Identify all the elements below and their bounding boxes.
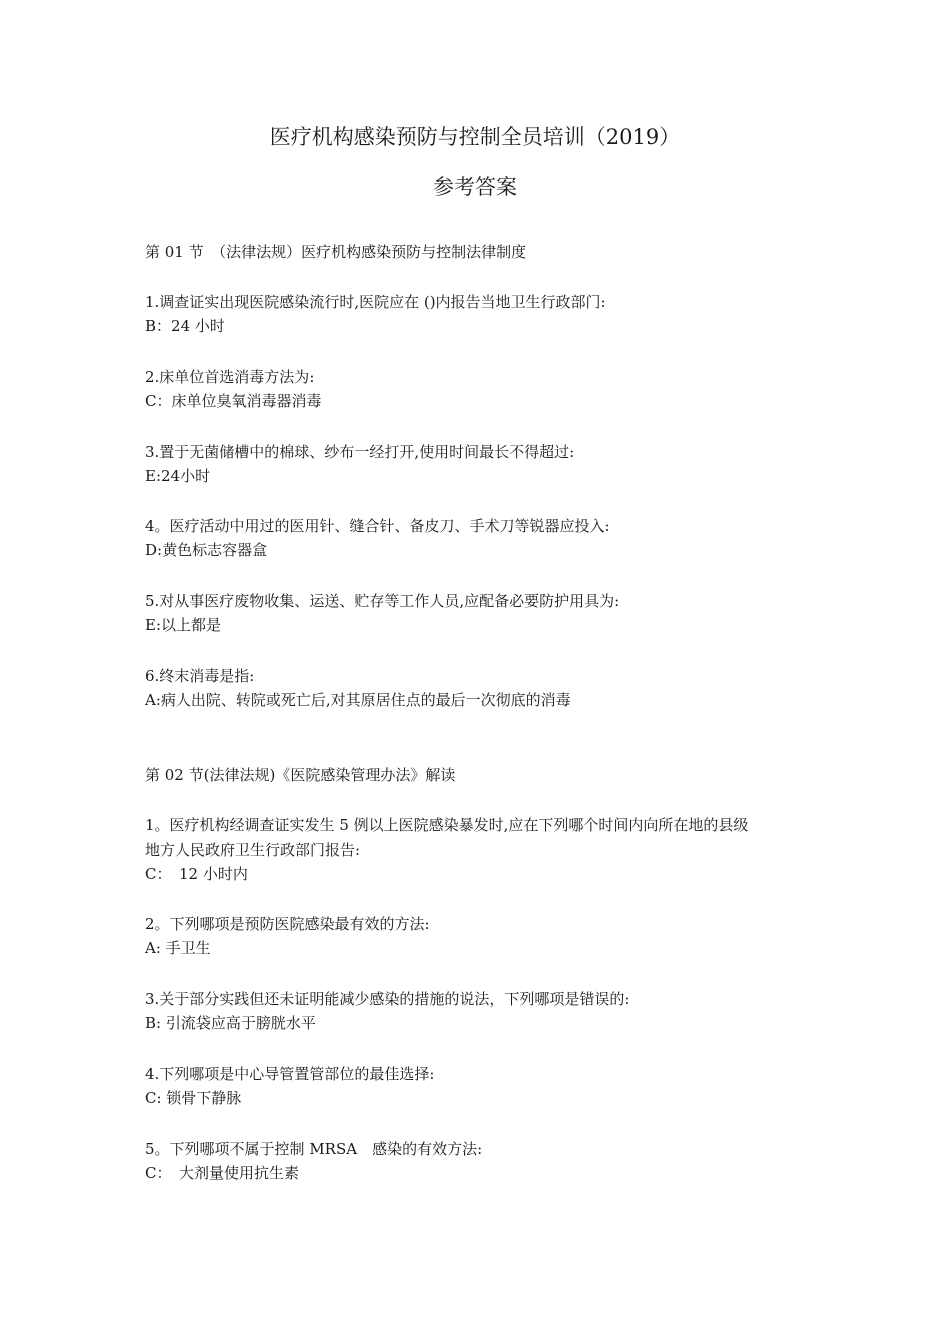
section-heading: 第 01 节 （法律法规）医疗机构感染预防与控制法律制度 — [145, 243, 527, 261]
document-title: 医疗机构感染预防与控制全员培训（2019） — [269, 125, 681, 149]
answer-text: B：24 小时 — [145, 317, 225, 335]
answer-text: C： 12 小时内 — [145, 865, 248, 883]
question-text: 3.关于部分实践但还未证明能减少感染的措施的说法，下列哪项是错误的: — [145, 990, 630, 1008]
question-text: 4.下列哪项是中心导管置管部位的最佳选择: — [145, 1065, 435, 1083]
answer-text: E:24小时 — [145, 467, 211, 485]
question-text: 4。医疗活动中用过的医用针、缝合针、备皮刀、手术刀等锐器应投入: — [145, 517, 610, 535]
question-text-continued: 地方人民政府卫生行政部门报告: — [145, 841, 361, 859]
question-text: 1.调查证实出现医院感染流行时,医院应在 ()内报告当地卫生行政部门: — [145, 293, 606, 311]
question-text: 5.对从事医疗废物收集、运送、贮存等工作人员,应配备必要防护用具为: — [145, 592, 620, 610]
question-text: 3.置于无菌储槽中的棉球、纱布一经打开,使用时间最长不得超过: — [145, 443, 575, 461]
answer-text: C：床单位臭氧消毒器消毒 — [145, 392, 322, 410]
question-text: 6.终末消毒是指: — [145, 667, 255, 685]
document-subtitle: 参考答案 — [433, 175, 517, 199]
question-text: 5。下列哪项不属于控制 MRSA 感染的有效方法: — [145, 1140, 483, 1158]
question-text: 2。下列哪项是预防医院感染最有效的方法: — [145, 915, 430, 933]
question-text: 1。医疗机构经调查证实发生 5 例以上医院感染暴发时,应在下列哪个时间内向所在地的县级 — [145, 816, 749, 834]
answer-text: D:黄色标志容器盒 — [145, 541, 268, 559]
answer-text: E:以上都是 — [145, 616, 222, 634]
answer-text: A:病人出院、转院或死亡后,对其原居住点的最后一次彻底的消毒 — [145, 691, 571, 709]
question-text: 2.床单位首选消毒方法为: — [145, 368, 315, 386]
answer-text: C： 大剂量使用抗生素 — [145, 1164, 299, 1182]
answer-text: B: 引流袋应高于膀胱水平 — [145, 1014, 316, 1032]
section-heading: 第 02 节(法律法规)《医院感染管理办法》解读 — [145, 766, 456, 784]
answer-text: A: 手卫生 — [145, 939, 211, 957]
answer-text: C: 锁骨下静脉 — [145, 1089, 242, 1107]
